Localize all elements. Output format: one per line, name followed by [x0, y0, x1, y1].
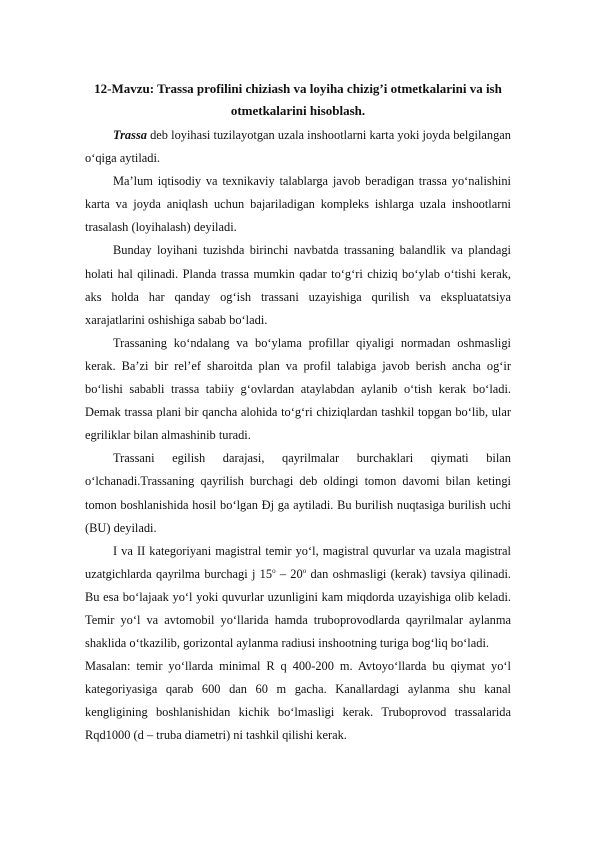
degree-sup-2: o: [302, 566, 307, 575]
term-trassa: Trassa: [113, 128, 147, 142]
paragraph-2: Ma’lum iqtisodiy va texnikaviy talablarga javob beradigan trassa yo‘nalishini karta va joyda aniqlash uchun bajariladigan kompleks ishlarga uzala inshootlarni trasalash (loyihalash) deyiladi.: [85, 174, 511, 235]
paragraph-6-text-b: – 20: [275, 566, 303, 581]
paragraph-4: Trassaning ko‘ndalang va bo‘ylama profillar qiyaligi normadan oshmasligi kerak. Ba’zi bir rel’ef sharoitda plan va profil talabiga javob berish ancha og‘ir bo‘lishi sababli trassa tabiiy g‘ovlardan ataylabdan aylanib o‘tish kerak bo‘ladi. Demak trassa plani bir qancha alohida to‘g‘ri chiziqlardan tashkil topgan bo‘lib, ular egriliklar bilan almashinib turadi.: [85, 335, 511, 443]
paragraph-6-text-c: dan oshmasligi (kerak) tavsiya qilinadi. Bu esa bo‘lajaak yo‘l yoki quvurlar uzunligini kam miqdorda uzayishiga olib keladi. Temir yo‘l va avtomobil yo‘llarida hamda truboprovodlarda qayrilmalar aylanma shaklida o‘tkazilib, gorizontal aylanma radiusi inshootning turiga bog‘liq bo‘ladi.: [85, 566, 511, 651]
paragraph-6-text-a: I va II kategoriyani magistral temir yo‘l, magistral quvurlar va uzala magistral uzatgichlarda qayrilma burchagi j 15: [85, 543, 511, 581]
document-page: [85, 78, 511, 748]
paragraph-6: [85, 540, 511, 655]
degree-sup-1: o: [272, 566, 276, 575]
paragraph-7: Masalan: temir yo‘llarda minimal R q 400-200 m. Avtoyo‘llarda bu qiymat yo‘l kategoriyasiga qarab 600 dan 60 m gacha. Kanallardagi aylanma shu kanal kengligining boshlanishidan kichik bo‘lmasligi kerak. Truboprovod trassalarida Rqd1000 (d – truba diametri) ni tashkil qilishi kerak.: [85, 659, 511, 743]
paragraph-1: [85, 124, 511, 170]
paragraph-5: Trassani egilish darajasi, qayrilmalar burchaklari qiymati bilan o‘lchanadi.Trassaning qayrilish burchagi deb oldingi tomon davomi bilan ketingi tomon boshlanishida hosil bo‘lgan Ðj ga aytiladi. Bu burilish nuqtasiga burilish uchi (BU) deyiladi.: [85, 451, 511, 535]
title-line-1: 12-Mavzu: Trassa profilini chiziash va loyiha chizig’i otmetkalarini va ish: [94, 81, 502, 96]
page-title: [85, 78, 511, 122]
paragraph-3: Bunday loyihani tuzishda birinchi navbatda trassaning balandlik va plandagi holati hal qilinadi. Planda trassa mumkin qadar to‘g‘ri chiziq bo‘ylab o‘tishi kerak, aks holda har qanday og‘ish trassani uzayishiga qurilish va ekspluatatsiya xarajatlarini oshishiga sabab bo‘ladi.: [85, 243, 511, 327]
paragraph-1-text: deb loyihasi tuzilayotgan uzala inshootlarni karta yoki joyda belgilangan o‘qiga aytiladi.: [85, 128, 511, 166]
title-line-2: otmetkalarini hisoblash.: [230, 103, 366, 118]
